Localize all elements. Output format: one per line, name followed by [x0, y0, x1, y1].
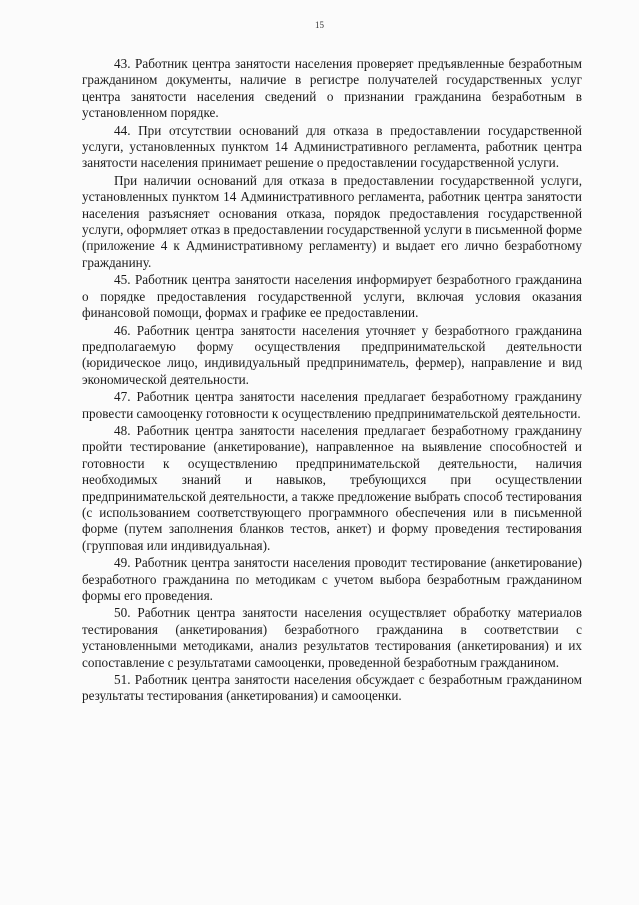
- paragraph-47: 47. Работник центра занятости населения предлагает безработному гражданину провести самооценку готовности к осуществлению предпринимательской деятельности.: [82, 389, 582, 421]
- paragraph-46: 46. Работник центра занятости населения уточняет у безработного гражданина предполагаемую форму осуществления предпринимательской деятельности (юридическое лицо, индивидуальный предприниматель, фермер), направление и вид экономической деятельности.: [82, 322, 582, 387]
- paragraph-50: 50. Работник центра занятости населения осуществляет обработку материалов тестирования (анкетирования) безработного гражданина в соответствии с установленными методиками, анализ результатов тестирования (анкетирования) и их сопоставление с результатами самооценки, проведенной безработным гражданином.: [82, 605, 582, 670]
- paragraph-44: 44. При отсутствии оснований для отказа в предоставлении государственной услуги, установленных пунктом 14 Административного регламента, работник центра занятости населения принимает решение о предоставлении государственной услуги.: [82, 122, 582, 171]
- page-number: 15: [315, 20, 324, 30]
- paragraph-51: 51. Работник центра занятости населения обсуждает с безработным гражданином результаты тестирования (анкетирования) и самооценки.: [82, 672, 582, 704]
- paragraph-45: 45. Работник центра занятости населения информирует безработного гражданина о порядке предоставления государственной услуги, включая условия оказания финансовой помощи, формах и графике ее предоставлении.: [82, 272, 582, 321]
- paragraph-48: 48. Работник центра занятости населения предлагает безработному гражданину пройти тестирование (анкетирование), направленное на выявление способностей и готовности к осуществлению предпринимательской деятельности, наличия необходимых знаний и навыков, требующихся при осуществлении предпринимательской деятельности, а также предложение выбрать способ тестирования (с использованием соответствующего программного обеспечения или в письменной форме (путем заполнения бланков тестов, анкет) и форму проведения тестирования (групповая или индивидуальная).: [82, 422, 582, 553]
- document-body: [82, 56, 582, 705]
- paragraph-43: 43. Работник центра занятости населения проверяет предъявленные безработным гражданином документы, наличие в регистре получателей государственных услуг центра занятости населения сведений о признании гражданина безработным в установленном порядке.: [82, 56, 582, 121]
- paragraph-49: 49. Работник центра занятости населения проводит тестирование (анкетирование) безработного гражданина по методикам с учетом выбора безработным гражданином формы его проведения.: [82, 555, 582, 603]
- paragraph-44-refusal: При наличии оснований для отказа в предоставлении государственной услуги, установленных пунктом 14 Административного регламента, работник центра занятости населения разъясняет основания отказа, порядок предоставления государственной услуги, оформляет отказ в предоставлении государственной услуги в письменной форме (приложение 4 к Административному регламенту) и выдает его лично безработному гражданину.: [82, 172, 582, 270]
